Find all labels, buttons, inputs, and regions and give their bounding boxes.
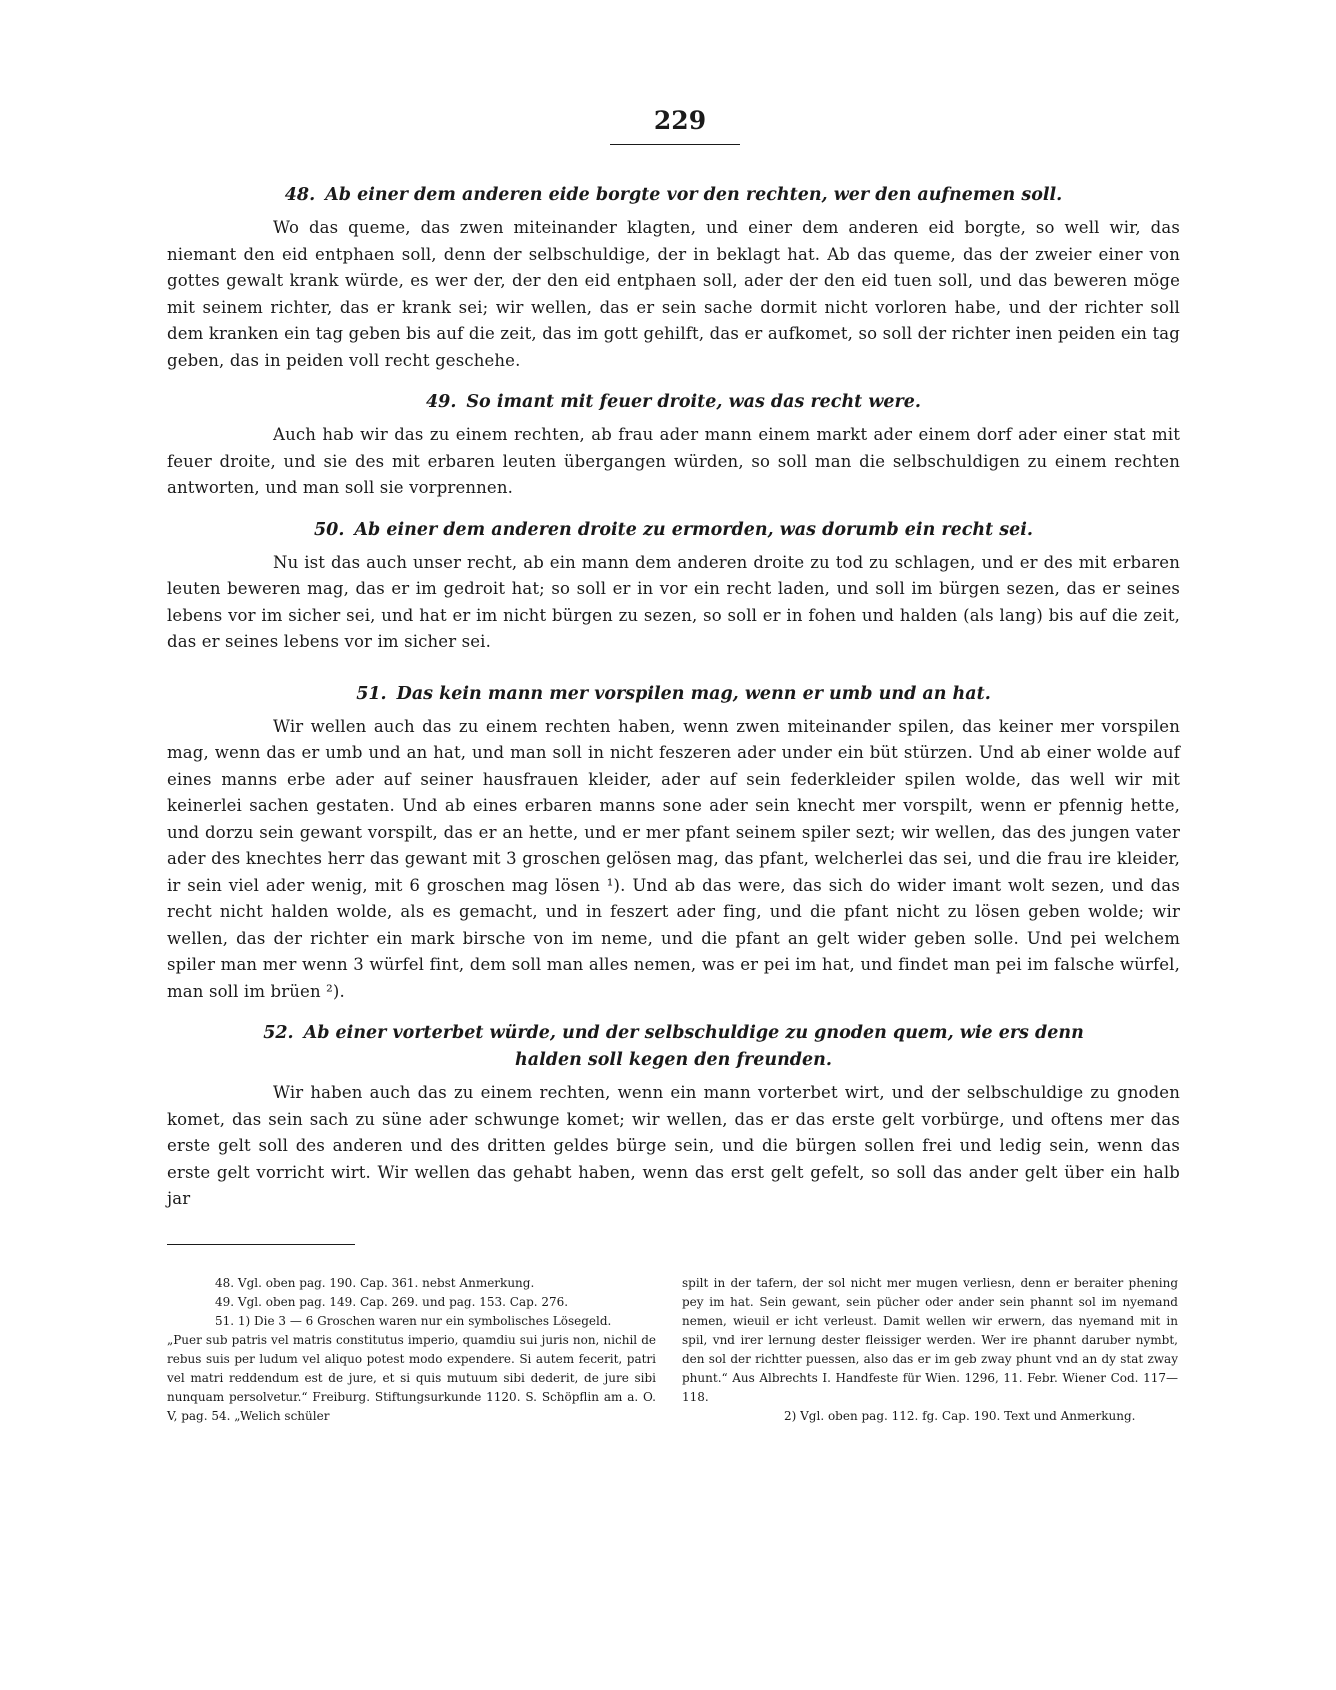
section-heading: [167, 1020, 1180, 1074]
section-title: Das kein mann mer vorspilen mag, wenn er umb und an hat.: [396, 683, 991, 704]
page-number-rule: [610, 144, 740, 145]
footnote: 51. 1) Die 3 — 6 Groschen waren nur ein symbolisches Lösegeld.: [215, 1314, 612, 1328]
footnotes-right-column: [682, 1274, 1178, 1426]
section-body: Nu ist das auch unser recht, ab ein mann dem anderen droite zu tod zu schlagen, und er des mit erbaren leuten beweren mag, das er im gedroit hat; so soll er in vor ein recht laden, und soll im bürgen sezen, das er seines lebens vor im sicher sei, und hat er im nicht bürgen zu sezen, so soll er in fohen und halden (als lang) bis auf die zeit, das er seines lebens vor im sicher sei.: [167, 552, 1180, 651]
footnote: 2) Vgl. oben pag. 112. fg. Cap. 190. Text und Anmerkung.: [784, 1409, 1136, 1423]
section-body: Auch hab wir das zu einem rechten, ab frau ader mann einem markt ader einem dorf ader einer stat mit feuer droite, und sie des mit erbaren leuten übergangen würden, so soll man die selbschuldigen zu einem rechten antworten, und man soll sie vorprennen.: [167, 425, 1180, 497]
footnote-continuation: „Puer sub patris vel matris constitutus imperio, quamdiu sui juris non, nichil de rebus suis per ludum vel aliquo potest modo expendere. Si autem fecerit, patri vel matri reddendum est de jure, et si quis mutuum sibi dederit, de jure sibi nunquam persolvetur.“ Freiburg. Stiftungsurkunde 1120. S. Schöpflin am a. O. V, pag. 54. „Welich schüler: [167, 1333, 656, 1423]
section-title: Ab einer dem anderen eide borgte vor den rechten, wer den aufnemen soll.: [325, 185, 1063, 205]
section-number: 48.: [284, 185, 316, 205]
section-number: 51.: [356, 683, 387, 704]
section-title: So imant mit feuer droite, was das recht were.: [466, 392, 922, 412]
footnote: 49. Vgl. oben pag. 149. Cap. 269. und pag. 153. Cap. 276.: [215, 1295, 569, 1309]
footnote-rule: [167, 1244, 355, 1245]
section-number: 50.: [313, 519, 345, 540]
footnotes-left-column: [167, 1274, 656, 1426]
footnote: 48. Vgl. oben pag. 190. Cap. 361. nebst Anmerkung.: [215, 1276, 535, 1290]
section-body: Wir wellen auch das zu einem rechten haben, wenn zwen miteinander spilen, das keiner mer vorspilen mag, wenn das er umb und an hat, und man soll in nicht feszeren ader under ein büt stürzen. Und ab einer wolde auf eines manns erbe ader auf seiner hausfrauen kleider, ader auf sein federkleider spilen wolde, das well wir mit keinerlei sachen gestaten. Und ab eines erbaren manns sone ader sein knecht mer vorspilt, wenn er pfennig hette, und dorzu sein gewant vorspilt, das er an hette, und er mer pfant seinem spiler sezt; wir wellen, das des jungen vater ader des knechtes herr das gewant mit 3 groschen gelösen mag, das pfant, welcherlei das sei, und die frau ire kleider, ir sein viel ader wenig, mit 6 groschen mag lösen ¹). Und ab das were, das sich do wider imant wolt sezen, und das recht nicht halden wolde, als es gemacht, und in feszert ader fing, und die pfant nicht zu lösen geben wolde; wir wellen, das der richter ein mark birsche von im neme, und die pfant an gelt wider geben solle. Und pei welchem spiler man mer wenn 3 würfel fint, dem soll man alles nemen, was er pei im hat, und findet man pei im falsche würfel, man soll im brüen ²).: [167, 716, 1180, 1001]
main-text: [167, 182, 1180, 1213]
section-number: 52.: [263, 1023, 294, 1043]
section-heading: [167, 517, 1180, 544]
footnote-continuation: spilt in der tafern, der sol nicht mer mugen verliesn, denn er beraiter phening pey im hat. Sein gewant, sein pücher oder ander sein phannt sol im nyemand nemen, wieuil er icht verleust. Damit wellen wir erwern, das nyemand mit in spil, vnd irer lernung dester fleissiger werden. Wer ire phannt daruber nymbt, den sol der richtter puessen, also das er im geb zway phunt vnd an dy stat zway phunt.“ Aus Albrechts I. Handfeste für Wien. 1296, 11. Febr. Wiener Cod. 117—118.: [682, 1276, 1178, 1404]
section-title: Ab einer dem anderen droite zu ermorden, was dorumb ein recht sei.: [354, 519, 1034, 540]
section-title: Ab einer vorterbet würde, und der selbschuldige zu gnoden quem, wie ers denn halden soll kegen den freunden.: [303, 1023, 1084, 1070]
page-number: 229: [653, 106, 707, 135]
section-number: 49.: [425, 392, 457, 412]
section-heading: [167, 389, 1180, 416]
section-heading: [167, 182, 1180, 209]
section-heading: [167, 681, 1180, 708]
section-body: Wo das queme, das zwen miteinander klagten, und einer dem anderen eid borgte, so well wir, das niemant den eid entphaen soll, denn der selbschuldige, der in beklagt hat. Ab das queme, das der zweier einer von gottes gewalt krank würde, es wer der, der den eid entphaen soll, ader der den eid tuen soll, und das beweren möge mit seinem richter, das er krank sei; wir wellen, das er sein sache dormit nicht vorloren habe, und der richter soll dem kranken ein tag geben bis auf die zeit, das im gott gehilft, das er aufkomet, so soll der richter inen peiden ein tag geben, das in peiden voll recht geschehe.: [167, 218, 1180, 370]
section-body: Wir haben auch das zu einem rechten, wenn ein mann vorterbet wirt, und der selbschuldige zu gnoden komet, das sein sach zu süne ader schwunge komet; wir wellen, das er das erste gelt vorbürge, und oftens mer das erste gelt soll des anderen und des dritten geldes bürge sein, und die bürgen sollen frei und ledig sein, wenn das erste gelt vorricht wirt. Wir wellen das gehabt haben, wenn das erst gelt gefelt, so soll das ander gelt über ein halb jar: [167, 1083, 1180, 1208]
